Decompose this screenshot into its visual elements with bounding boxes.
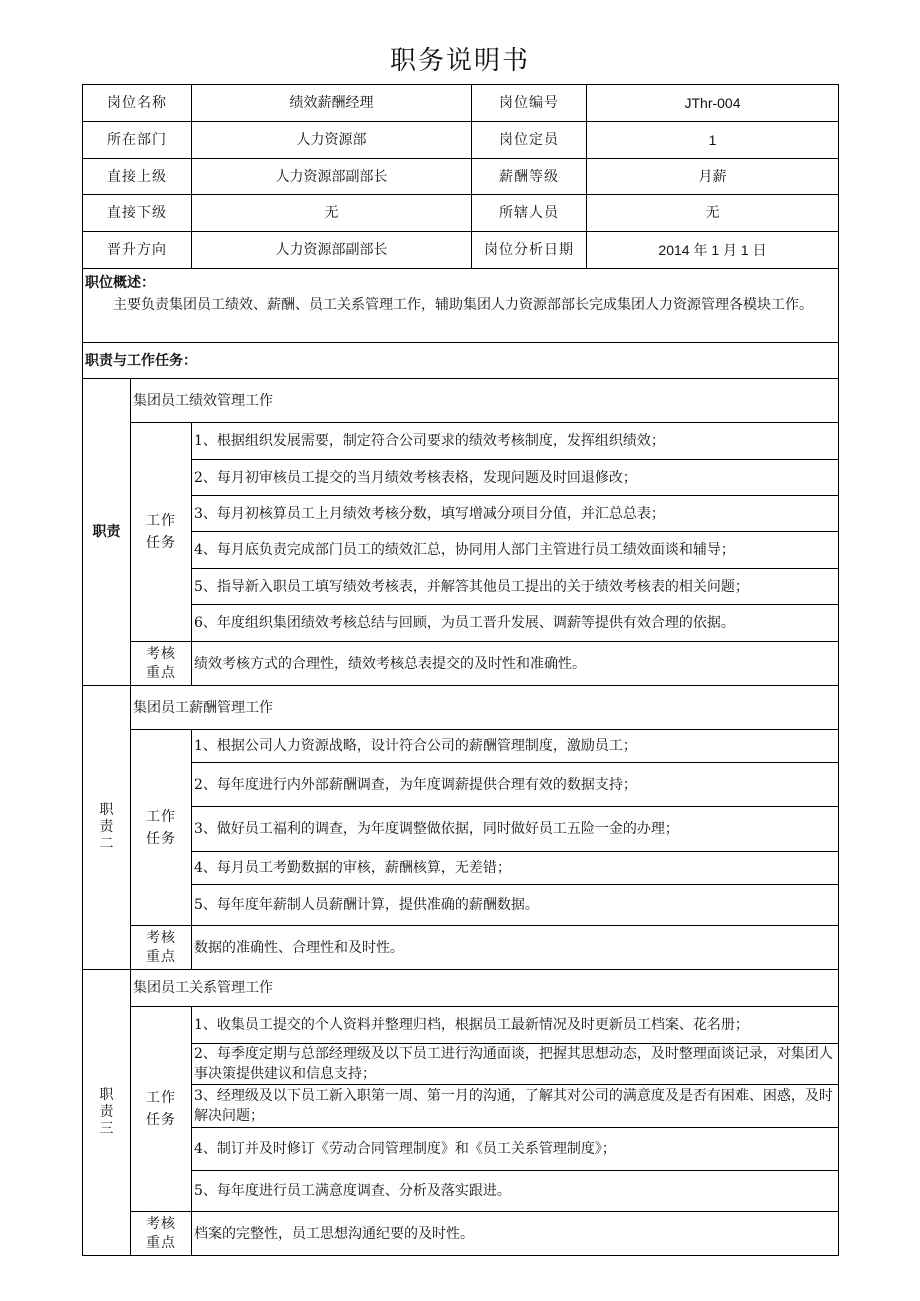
duty-1-assess-label-text: 考核重点 bbox=[146, 645, 176, 681]
job-description-table bbox=[82, 84, 839, 1256]
department-label: 所在部门 bbox=[83, 122, 192, 159]
duty-2-task-4: 4、每月员工考勤数据的审核，薪酬核算，无差错； bbox=[192, 852, 839, 885]
superior-label: 直接上级 bbox=[83, 159, 192, 195]
duty-1-task-6: 6、年度组织集团绩效考核总结与回顾，为员工晋升发展、调薪等提供有效合理的依据。 bbox=[192, 605, 839, 642]
subordinate-value: 无 bbox=[192, 195, 472, 232]
duty-2-tasks-label-text: 工作任务 bbox=[146, 808, 176, 847]
duty-1-task-4: 4、每月底负责完成部门员工的绩效汇总，协同用人部门主管进行员工绩效面谈和辅导； bbox=[192, 532, 839, 569]
position-code-label: 岗位编号 bbox=[472, 85, 587, 122]
duty-3-task-4: 4、制订并及时修订《劳动合同管理制度》和《员工关系管理制度》； bbox=[192, 1128, 839, 1171]
duty-2-task-5: 5、每年度年薪制人员薪酬计算，提供准确的薪酬数据。 bbox=[192, 885, 839, 926]
superior-value: 人力资源部副部长 bbox=[192, 159, 472, 195]
duty-1-tasks-label bbox=[131, 423, 192, 642]
overview-label: 职位概述： bbox=[85, 275, 155, 291]
duty-3-task-3: 3、经理级及以下员工新入职第一周、第一月的沟通，了解其对公司的满意度及是否有困难、困惑，及时解决问题； bbox=[192, 1085, 839, 1128]
duty-3-name-text: 职责三 bbox=[99, 1087, 114, 1137]
position-name-value: 绩效薪酬经理 bbox=[192, 85, 472, 122]
duty-2-assess-label-text: 考核重点 bbox=[146, 929, 176, 965]
headcount-value: 1 bbox=[587, 122, 839, 159]
duty-3-task-5: 5、每年度进行员工满意度调查、分析及落实跟进。 bbox=[192, 1171, 839, 1212]
duty-1-task-5: 5、指导新入职员工填写绩效考核表，并解答其他员工提出的关于绩效考核表的相关问题； bbox=[192, 569, 839, 605]
duty-1-title: 集团员工绩效管理工作 bbox=[131, 379, 839, 423]
duty-2-title: 集团员工薪酬管理工作 bbox=[131, 686, 839, 730]
duty-3-task-1: 1、收集员工提交的个人资料并整理归档，根据员工最新情况及时更新员工档案、花名册； bbox=[192, 1007, 839, 1044]
duty-3-assess: 档案的完整性，员工思想沟通纪要的及时性。 bbox=[192, 1212, 839, 1256]
duty-2-name-text: 职责二 bbox=[99, 802, 114, 852]
duty-1-task-1: 1、根据组织发展需要，制定符合公司要求的绩效考核制度，发挥组织绩效； bbox=[192, 423, 839, 460]
promotion-label: 晋升方向 bbox=[83, 232, 192, 269]
headcount-label: 岗位定员 bbox=[472, 122, 587, 159]
duty-1-tasks-label-text: 工作任务 bbox=[146, 513, 176, 551]
duty-3-title: 集团员工关系管理工作 bbox=[131, 970, 839, 1007]
duty-2-assess: 数据的准确性、合理性和及时性。 bbox=[192, 926, 839, 970]
managed-value: 无 bbox=[587, 195, 839, 232]
analysis-date-label: 岗位分析日期 bbox=[472, 232, 587, 269]
department-value: 人力资源部 bbox=[192, 122, 472, 159]
managed-label: 所辖人员 bbox=[472, 195, 587, 232]
subordinate-label: 直接下级 bbox=[83, 195, 192, 232]
duty-3-assess-label-text: 考核重点 bbox=[146, 1215, 176, 1251]
duty-3-task-2: 2、每季度定期与总部经理级及以下员工进行沟通面谈，把握其思想动态，及时整理面谈记录，对集团人事决策提供建议和信息支持； bbox=[192, 1044, 839, 1085]
document-title: 职务说明书 bbox=[389, 46, 530, 76]
duty-2-assess-label bbox=[131, 926, 192, 970]
duty-1-assess: 绩效考核方式的合理性，绩效考核总表提交的及时性和准确性。 bbox=[192, 642, 839, 686]
salary-grade-label: 薪酬等级 bbox=[472, 159, 587, 195]
duty-3-name bbox=[83, 970, 131, 1256]
duty-1-task-2: 2、每月初审核员工提交的当月绩效考核表格，发现问题及时回退修改； bbox=[192, 460, 839, 496]
duty-2-name bbox=[83, 686, 131, 970]
duty-2-task-3: 3、做好员工福利的调查，为年度调整做依据，同时做好员工五险一金的办理； bbox=[192, 807, 839, 852]
duty-3-tasks-label bbox=[131, 1007, 192, 1212]
duty-3-tasks-label-text: 工作任务 bbox=[146, 1090, 176, 1128]
promotion-value: 人力资源部副部长 bbox=[192, 232, 472, 269]
duty-2-task-1: 1、根据公司人力资源战略，设计符合公司的薪酬管理制度，激励员工； bbox=[192, 730, 839, 763]
duty-1-assess-label bbox=[131, 642, 192, 686]
analysis-date-value: 2014 年 1 月 1 日 bbox=[587, 232, 839, 269]
overview-cell bbox=[83, 269, 839, 343]
duty-1-task-3: 3、每月初核算员工上月绩效考核分数，填写增减分项目分值，并汇总总表； bbox=[192, 496, 839, 532]
duty-2-tasks-label bbox=[131, 730, 192, 926]
duty-2-task-2: 2、每年度进行内外部薪酬调查，为年度调薪提供合理有效的数据支持； bbox=[192, 763, 839, 807]
position-code-value: JThr-004 bbox=[587, 85, 839, 122]
overview-text: 主要负责集团员工绩效、薪酬、员工关系管理工作，辅助集团人力资源部部长完成集团人力资源管理各模块工作。 bbox=[113, 297, 813, 313]
duty-3-assess-label bbox=[131, 1212, 192, 1256]
salary-grade-value: 月薪 bbox=[587, 159, 839, 195]
position-name-label: 岗位名称 bbox=[83, 85, 192, 122]
duty-1-name: 职责 bbox=[83, 379, 131, 686]
duties-label: 职责与工作任务： bbox=[83, 343, 839, 379]
